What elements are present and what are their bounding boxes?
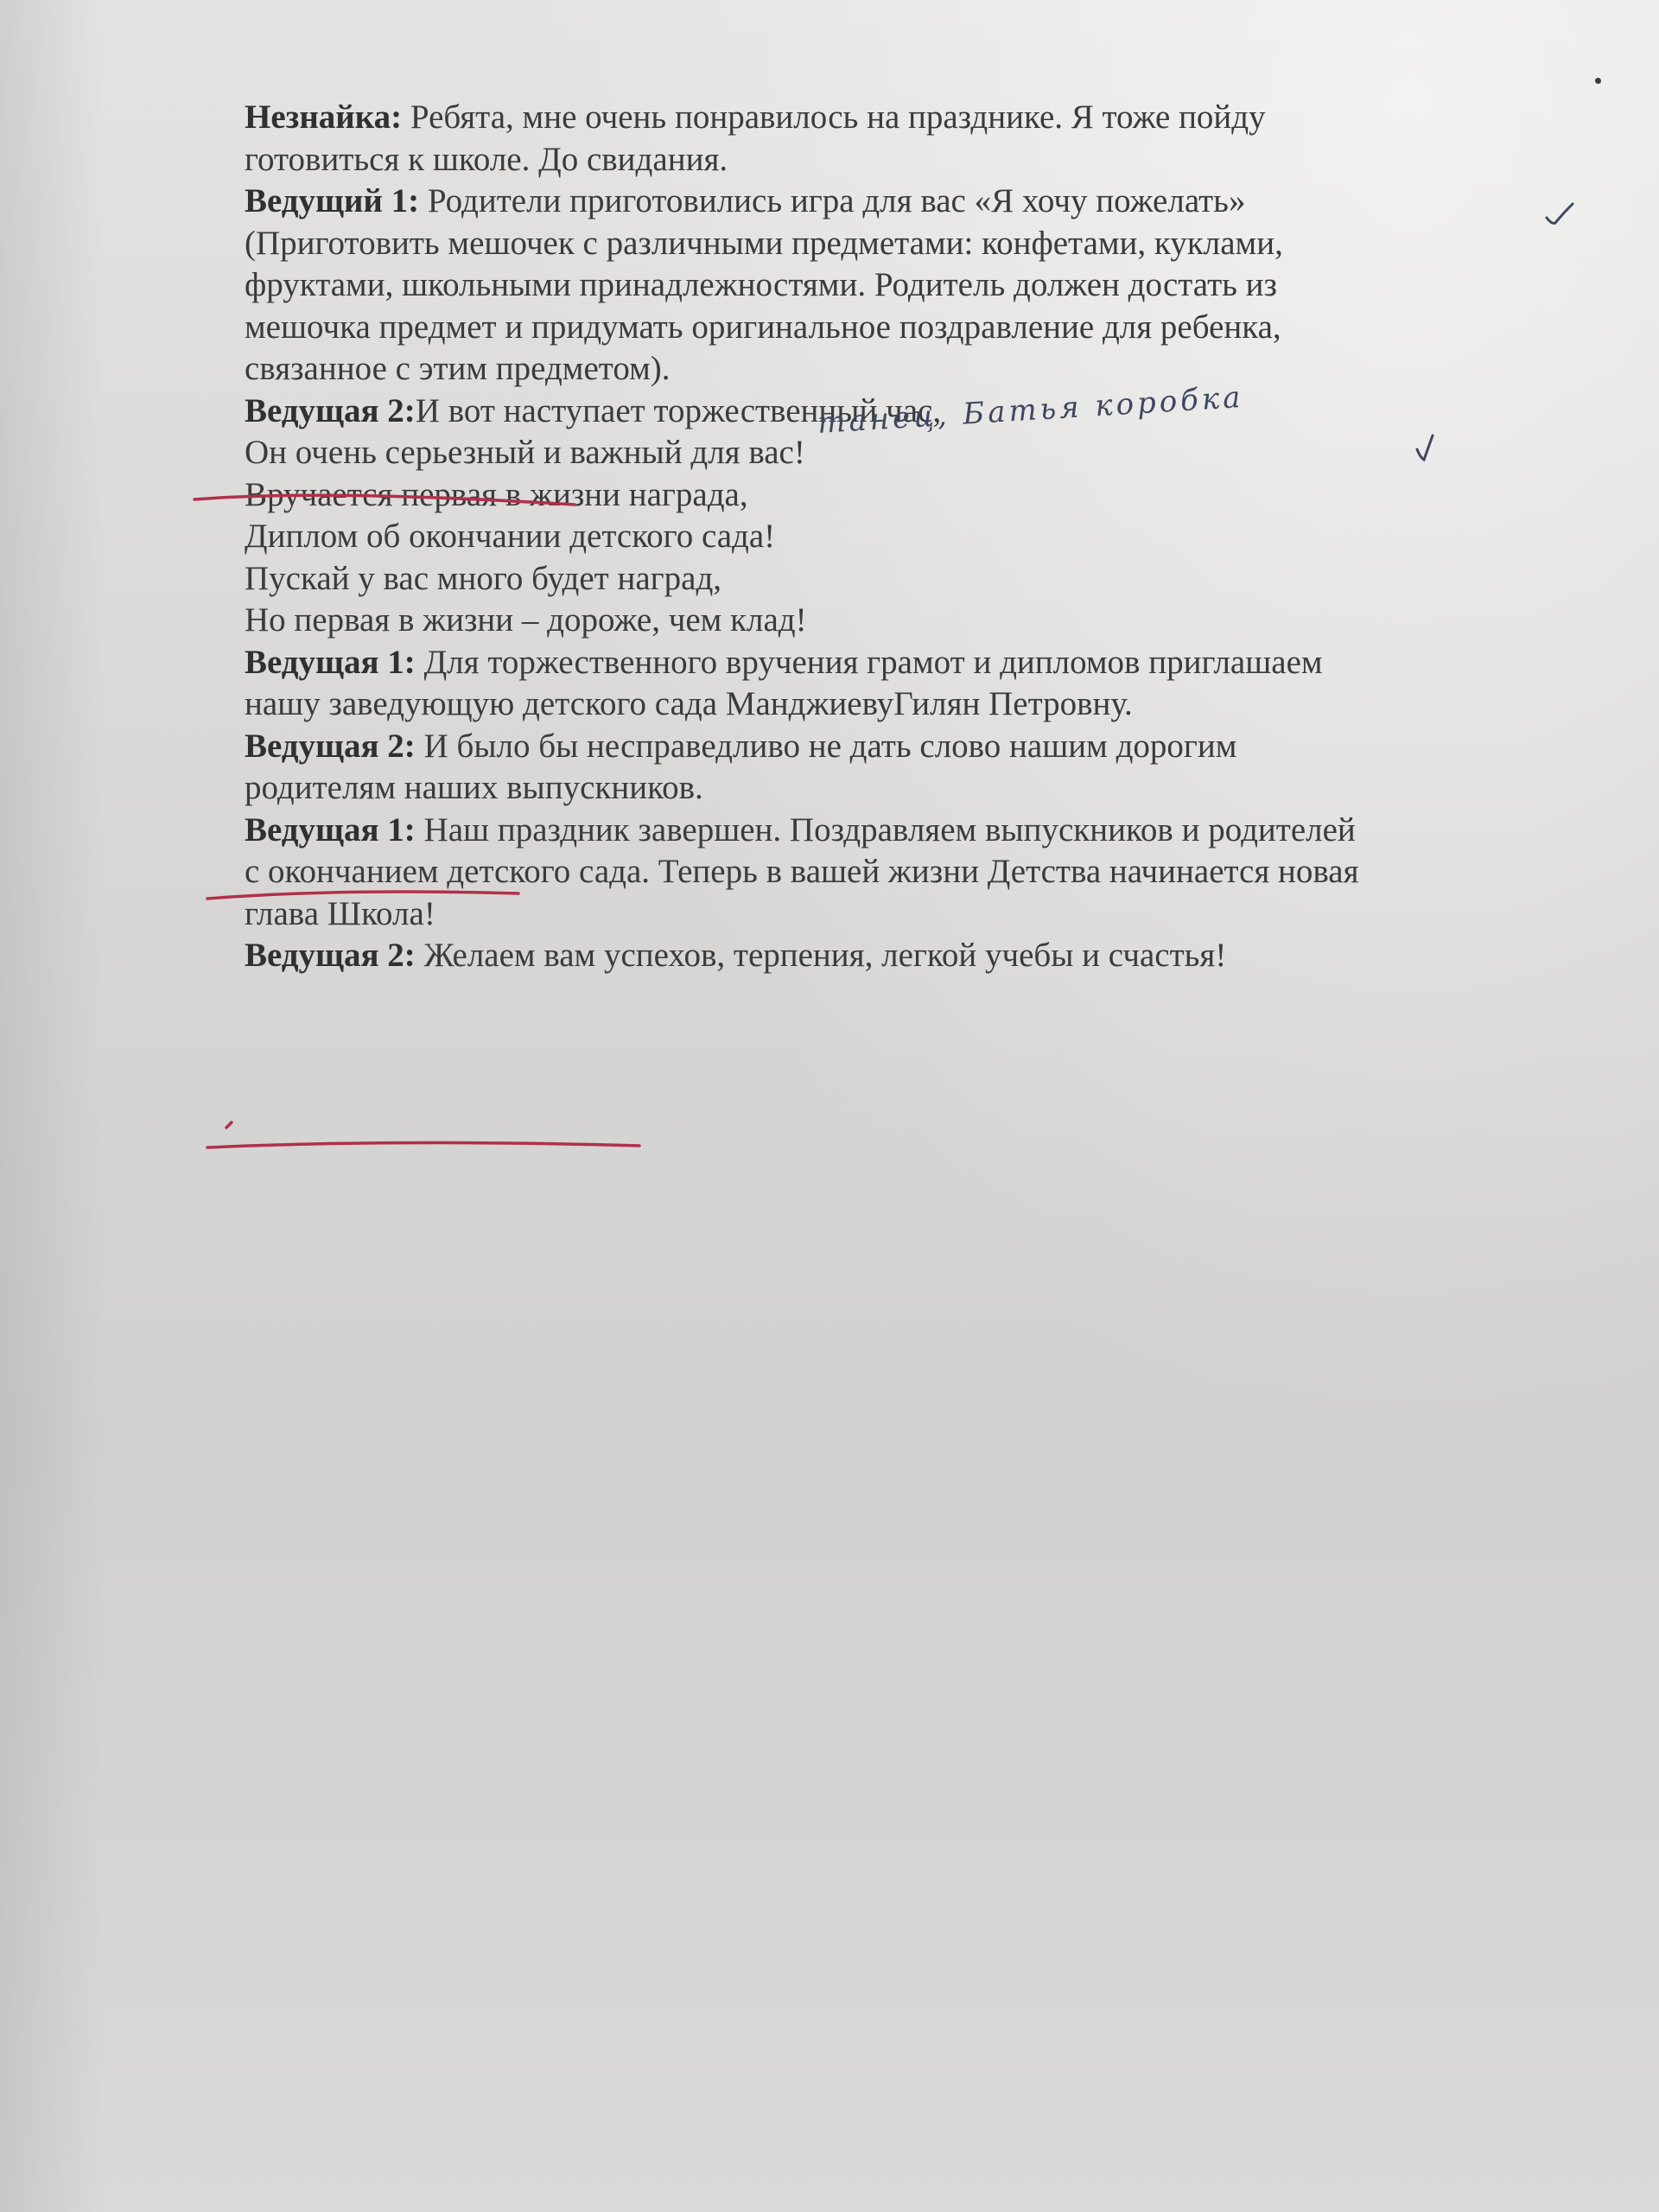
- script-text: [245, 97, 1659, 977]
- line-text: нашу заведующую детского сада МанджиевуГилян Петровну.: [245, 685, 1133, 722]
- line-text: родителям наших выпускников.: [245, 769, 703, 806]
- text-line: [245, 893, 1659, 936]
- line-text: фруктами, школьными принадлежностями. Родитель должен достать из: [245, 266, 1277, 303]
- text-line: [245, 348, 1659, 391]
- line-text: Но первая в жизни – дороже, чем клад!: [245, 601, 807, 639]
- line-text: готовиться к школе. До свидания.: [245, 140, 728, 178]
- text-line: [245, 223, 1659, 265]
- text-line: [245, 516, 1659, 558]
- line-text: Диплом об окончании детского сада!: [245, 518, 776, 555]
- line-text: Родители приготовились игра для вас «Я хочу пожелать»: [419, 182, 1246, 219]
- speaker-label: Ведущая 1:: [245, 810, 416, 849]
- speaker-label: Ведущая 2:: [245, 727, 416, 765]
- text-line: [245, 139, 1659, 181]
- line-text: Желаем вам успехов, терпения, легкой учебы и счастья!: [415, 937, 1227, 974]
- text-line: [245, 474, 1659, 517]
- text-line: [245, 810, 1659, 852]
- text-line: [245, 432, 1659, 474]
- line-text: Он очень серьезный и важный для вас!: [245, 434, 805, 471]
- speaker-label: Ведущий 1:: [245, 182, 420, 219]
- text-line: [245, 935, 1659, 977]
- line-text: с окончанием детского сада. Теперь в вашей жизни Детства начинается новая: [245, 853, 1359, 890]
- line-text: И было бы несправедливо не дать слово нашим дорогим: [415, 727, 1237, 765]
- line-text: Ребята, мне очень понравилось на празднике. Я тоже пойду: [402, 99, 1266, 136]
- text-line: [245, 97, 1659, 139]
- line-text: глава Школа!: [245, 894, 435, 932]
- speaker-label: Ведущая 2:: [245, 391, 416, 429]
- text-line: [245, 642, 1659, 684]
- line-text: мешочка предмет и придумать оригинальное поздравление для ребенка,: [245, 308, 1281, 346]
- line-text: связанное с этим предметом).: [245, 350, 671, 387]
- speaker-label: Ведущая 2:: [245, 937, 416, 974]
- text-line: [245, 726, 1659, 768]
- text-line: [245, 307, 1659, 349]
- red-underline: [207, 1142, 639, 1147]
- text-line: [245, 558, 1659, 601]
- text-line: [245, 683, 1659, 726]
- line-text: Для торжественного вручения грамот и дипломов приглашаем: [415, 643, 1323, 681]
- speaker-label: Ведущая 1:: [245, 643, 416, 681]
- text-line: [245, 181, 1659, 223]
- text-line: [245, 851, 1659, 893]
- speaker-label: Незнайка:: [245, 99, 403, 136]
- line-text: Наш праздник завершен. Поздравляем выпускников и родителей: [415, 810, 1356, 849]
- page-shadow: [0, 0, 104, 2212]
- line-text: Пускай у вас много будет наград,: [245, 559, 722, 597]
- text-line: [245, 264, 1659, 307]
- line-text: (Приготовить мешочек с различными предметами: конфетами, куклами,: [245, 224, 1283, 262]
- text-line: [245, 767, 1659, 810]
- line-text: Вручается первая в жизни награда,: [245, 475, 748, 513]
- text-line: [245, 600, 1659, 642]
- ink-dot: [1595, 78, 1601, 84]
- line-text: И вот наступает торжественный час,: [415, 391, 942, 429]
- handwritten-note: танец, Батья коробка: [817, 379, 1245, 441]
- red-tick: [226, 1122, 232, 1128]
